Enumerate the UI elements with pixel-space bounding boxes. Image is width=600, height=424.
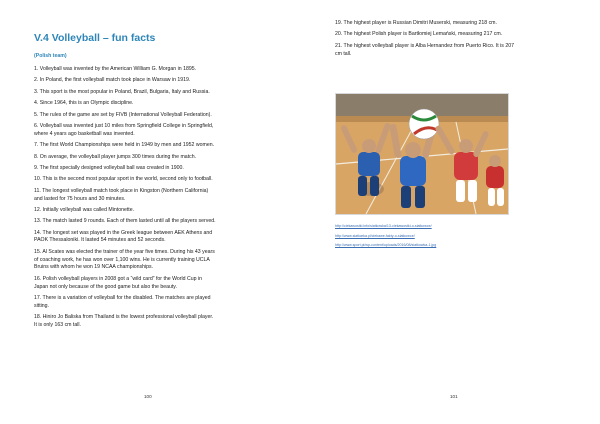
source-link[interactable]: http://www.sport.pl/wp-content/uploads/2016/08/siatkowka-1.jpg — [335, 243, 437, 247]
fact-item: 12. Initially volleyball was called Mintonette. — [34, 206, 135, 213]
volleyball-photo — [335, 93, 509, 215]
fact-item: 16. Polish volleyball players in 2008 got a “wild card” for the World Cup in Japan not only because of the good game but also the beauty. — [34, 275, 203, 290]
fact-item: 20. The highest Polish player is Bartłomiej Lemański, measuring 217 cm. — [335, 31, 503, 38]
page-subtitle: (Polish team) — [34, 53, 67, 59]
fact-item: 11. The longest volleyball match took place in Kingston (Northern California) and lasted for 75 hours and 30 minutes. — [34, 187, 209, 202]
fact-item: 6. Volleyball was invented just 10 miles from Springfield College in Springfield, where 4 years ago basketball was invented. — [34, 122, 214, 137]
fact-item: 1. Volleyball was invented by the American William G. Morgan in 1895. — [34, 66, 197, 72]
facts-list-left — [34, 66, 296, 333]
page-title: V.4 Volleyball – fun facts — [34, 32, 156, 44]
fact-item: 4. Since 1964, this is an Olympic discipline. — [34, 100, 134, 107]
fact-item: 17. There is a variation of volleyball for the disabled. The matches are played sitting. — [34, 295, 211, 309]
page-number: 100 — [144, 394, 152, 399]
source-links — [335, 224, 575, 253]
fact-item: 14. The longest set was played in the Greek league between AEK Athens and PAOK Thessaloniki. It lasted 54 minutes and 52 seconds. — [34, 229, 213, 244]
fact-item: 21. The highest volleyball player is Alba Hernandez from Puerto Rico. It is 207 cm tall. — [335, 42, 514, 57]
facts-list-right — [335, 20, 560, 62]
fact-item: 19. The highest player is Russian Dimitri Muserski, measuring 218 cm. — [335, 20, 497, 26]
fact-item: 3. This sport is the most popular in Poland, Brazil, Bulgaria, Italy and Russia. — [34, 88, 210, 95]
fact-item: 8. On average, the volleyball player jumps 300 times during the match. — [34, 153, 197, 160]
fact-item: 2. In Poland, the first volleyball match took place in Warsaw in 1919. — [34, 77, 191, 84]
fact-item: 13. The match lasted 9 rounds. Each of them lasted until all the players served. — [34, 218, 216, 225]
right-page — [300, 0, 600, 424]
fact-item: 10. This is the second most popular sport in the world, second only to football. — [34, 176, 213, 183]
source-link[interactable]: http://www.siatkarka.pl/ciekawe-fakty-o-siatkowce/ — [335, 233, 415, 238]
fact-item: 18. Hiniro Jo Baliska from Thailand is the lowest professional volleyball player. It is only 163 cm tall. — [34, 314, 214, 329]
source-link[interactable]: http://ciekawostki.info/siatkowka/13-ciekawostki-o-siatkowce/ — [335, 224, 432, 228]
fact-item: 9. The first specially designed volleyball ball was created in 1900. — [34, 164, 184, 171]
volleyball-players-illustration — [336, 94, 508, 214]
page-number: 101 — [450, 394, 458, 399]
fact-item: 7. The first World Championships were held in 1949 by men and 1952 women. — [34, 142, 215, 149]
fact-item: 15. Al Scates was elected the trainer of the year five times. During his 43 years of coaching work, he has won over 1,100 wins. He is currently training UCLA Bruins with whom he won 19 NCAA championships. — [34, 248, 215, 271]
fact-item: 5. The rules of the game are set by FIVB (International Volleyball Federation). — [34, 111, 212, 118]
